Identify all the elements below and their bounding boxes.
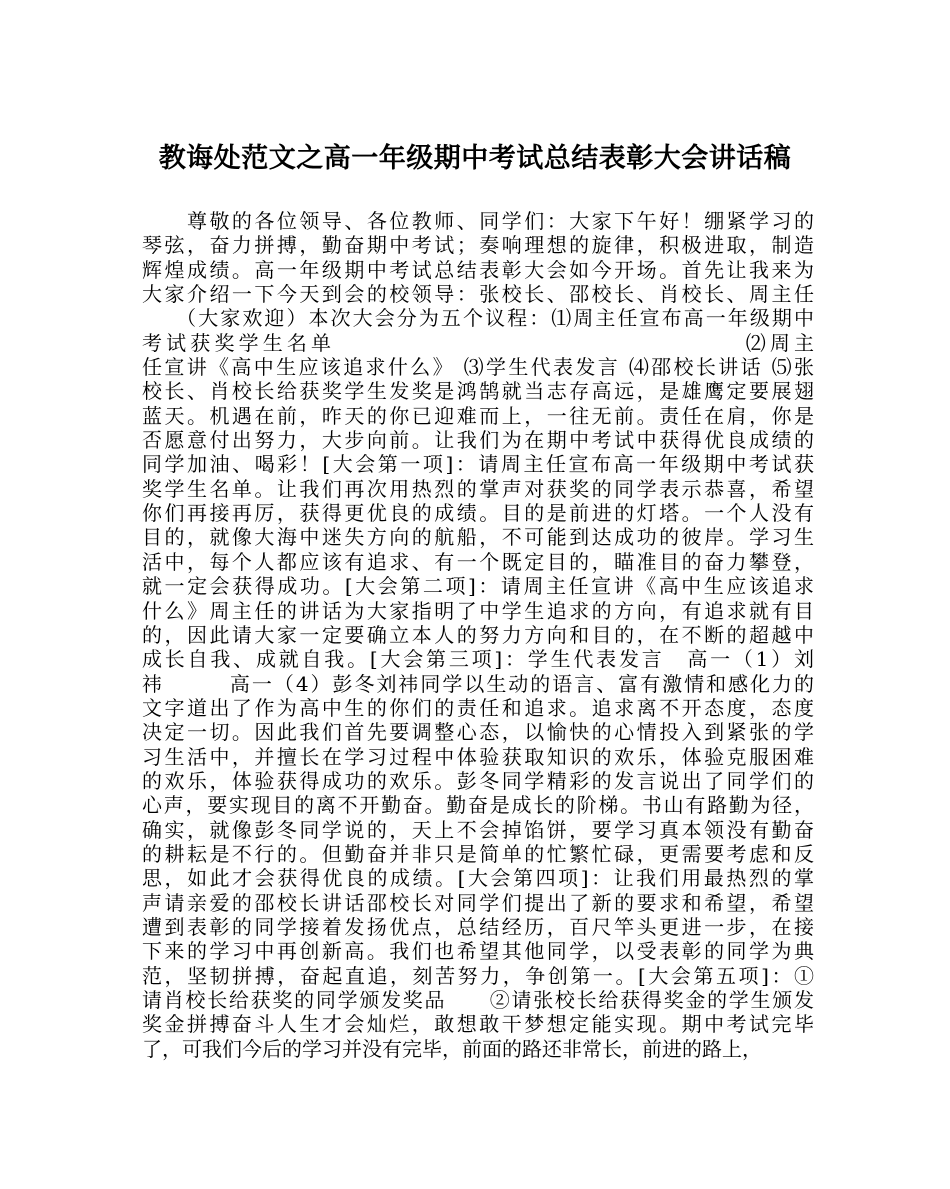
body-line: 确实，就像彭冬同学说的，天上不会掉馅饼，要学习真本领没有勤奋 bbox=[142, 817, 814, 842]
document-title: 教诲处范文之高一年级期中考试总结表彰大会讲话稿 bbox=[158, 143, 792, 174]
body-line: 蓝天。机遇在前，昨天的你已迎难而上，一往无前。责任在肩，你是 bbox=[142, 403, 814, 428]
body-line: 奖学生名单。让我们再次用热烈的掌声对获奖的同学表示恭喜，希望 bbox=[142, 476, 814, 501]
body-line: 尊敬的各位领导、各位教师、同学们：大家下午好！绷紧学习的 bbox=[142, 209, 814, 233]
body-line: 就一定会获得成功。[大会第二项]：请周主任宣讲《高中生应该追求 bbox=[142, 574, 814, 599]
body-line: 成长自我、成就自我。[大会第三项]：学生代表发言 高一（1）刘 bbox=[142, 647, 814, 672]
body-line: 考试获奖学生名单 ⑵周主 bbox=[142, 330, 814, 355]
body-line: 文字道出了作为高中生的你们的责任和追求。追求离不开态度，态度 bbox=[142, 695, 814, 720]
body-line: 什么》周主任的讲话为大家指明了中学生追求的方向，有追求就有目 bbox=[142, 598, 814, 623]
body-line: 校长、肖校长给获奖学生发奖是鸿鹄就当志存高远，是雄鹰定要展翅 bbox=[142, 379, 814, 404]
body-line: 下来的学习中再创新高。我们也希望其他同学，以受表彰的同学为典 bbox=[142, 939, 814, 964]
body-line: 的欢乐，体验获得成功的欢乐。彭冬同学精彩的发言说出了同学们的 bbox=[142, 768, 814, 793]
body-line: 的，因此请大家一定要确立本人的努力方向和目的，在不断的超越中 bbox=[142, 622, 814, 647]
body-line: 同学加油、喝彩！[大会第一项]：请周主任宣布高一年级期中考试获 bbox=[142, 452, 814, 477]
body-line: 了，可我们今后的学习并没有完毕，前面的路还非常长，前进的路上， bbox=[142, 1036, 762, 1061]
body-line: 否愿意付出努力，大步向前。让我们为在期中考试中获得优良成绩的 bbox=[142, 428, 814, 453]
body-line: 的耕耘是不行的。但勤奋并非只是简单的忙繁忙碌，更需要考虑和反 bbox=[142, 841, 814, 866]
body-line: （大家欢迎）本次大会分为五个议程：⑴周主任宣布高一年级期中 bbox=[142, 306, 814, 331]
body-line: 声请亲爱的邵校长讲话邵校长对同学们提出了新的要求和希望，希望 bbox=[142, 890, 814, 915]
body-line: 请肖校长给获奖的同学颁发奖品 ②请张校长给获得奖金的学生颁发 bbox=[142, 988, 814, 1012]
body-line: 琴弦，奋力拼搏，勤奋期中考试；奏响理想的旋律，积极进取，制造 bbox=[142, 233, 814, 258]
document-body bbox=[142, 209, 814, 1061]
body-line: 遭到表彰的同学接着发扬优点，总结经历，百尺竿头更进一步，在接 bbox=[142, 914, 814, 939]
body-line: 范，坚韧拼搏，奋起直追，刻苦努力，争创第一。[大会第五项]：① bbox=[142, 963, 814, 988]
body-line: 心声，要实现目的离不开勤奋。勤奋是成长的阶梯。书山有路勤为径， bbox=[142, 793, 814, 818]
body-line: 辉煌成绩。高一年级期中考试总结表彰大会如今开场。首先让我来为 bbox=[142, 257, 814, 282]
body-line: 活中，每个人都应该有追求、有一个既定目的，瞄准目的奋力攀登， bbox=[142, 549, 814, 574]
body-line: 奖金拼搏奋斗人生才会灿烂，敢想敢干梦想定能实现。期中考试完毕 bbox=[142, 1012, 814, 1037]
body-line: 习生活中，并擅长在学习过程中体验获取知识的欢乐，体验克服困难 bbox=[142, 744, 814, 769]
body-line: 决定一切。因此我们首先要调整心态，以愉快的心情投入到紧张的学 bbox=[142, 720, 814, 745]
body-line: 思，如此才会获得优良的成绩。[大会第四项]：让我们用最热烈的掌 bbox=[142, 866, 814, 891]
body-line: 目的，就像大海中迷失方向的航船，不可能到达成功的彼岸。学习生 bbox=[142, 525, 814, 550]
body-line: 祎 高一（4）彭冬刘祎同学以生动的语言、富有激情和感化力的 bbox=[142, 671, 814, 696]
body-line: 大家介绍一下今天到会的校领导：张校长、邵校长、肖校长、周主任 bbox=[142, 282, 814, 307]
body-line: 你们再接再厉，获得更优良的成绩。目的是前进的灯塔。一个人没有 bbox=[142, 501, 814, 526]
body-line: 任宣讲《高中生应该追求什么》 ⑶学生代表发言 ⑷邵校长讲话 ⑸张 bbox=[142, 355, 814, 380]
